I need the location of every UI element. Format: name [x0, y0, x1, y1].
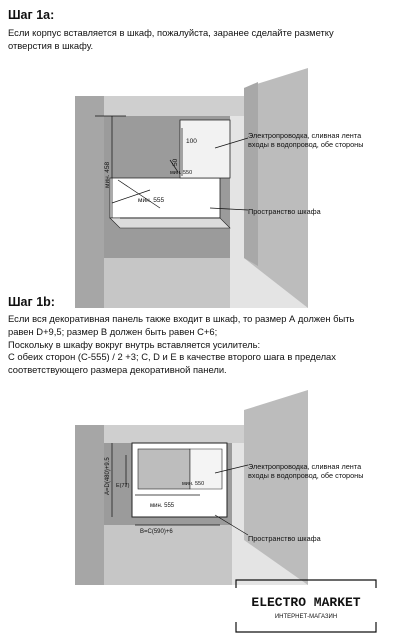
diagram-step-1b	[0, 385, 409, 585]
callout-wiring: Электропроводка, сливная лента входы в водопровод, обе стороны	[248, 131, 364, 150]
dim-width-label: мин. 555	[138, 197, 165, 204]
dim-depth-label: мин. 550	[170, 170, 193, 176]
step-1a-text: Если корпус вставляется в шкаф, пожалуйста, заранее сделайте разметку отверстия в шкафу.	[8, 27, 334, 51]
dim-100-label: 100	[186, 138, 197, 145]
dim-height-label: мин. 458	[104, 161, 111, 188]
dim-b-label: B=C(590)+6	[140, 529, 173, 535]
logo-subtext: ИНТЕРНЕТ-МАГАЗИН	[274, 614, 338, 620]
diagram-step-1a	[0, 68, 409, 308]
dim-depth-label: мин. 550	[182, 481, 205, 487]
dim-width-label: мин. 555	[150, 503, 175, 509]
logo-text: ELECTRO MARKET	[251, 595, 361, 610]
dim-a-label: A=D(480)+9.5	[105, 457, 111, 495]
dim-50-label: 50	[172, 158, 179, 166]
step-1a-title: Шаг 1a:	[8, 8, 55, 22]
dim-e-label: E(77)	[116, 483, 130, 489]
step-1b-text: Если вся декоративная панель также входит в шкаф, то размер А должен быть равен D+9,5; размер В должен быть равен С+6; Поскольку в шкафу вокруг внутрь вставляется усилитель: С обеих сторон (С-555) / 2 +3; С, D и E в качестве второго шага в пределах соответствующего размера декоративной панели.	[8, 313, 355, 376]
electro-market-logo	[226, 578, 386, 636]
callout-wiring: Электропроводка, сливная лента входы в водопровод, обе стороны	[248, 462, 364, 481]
callout-cabinet-space: Пространство шкафа	[248, 207, 321, 216]
step-1b-title: Шаг 1b:	[8, 295, 55, 309]
callout-cabinet-space: Пространство шкафа	[248, 534, 321, 543]
